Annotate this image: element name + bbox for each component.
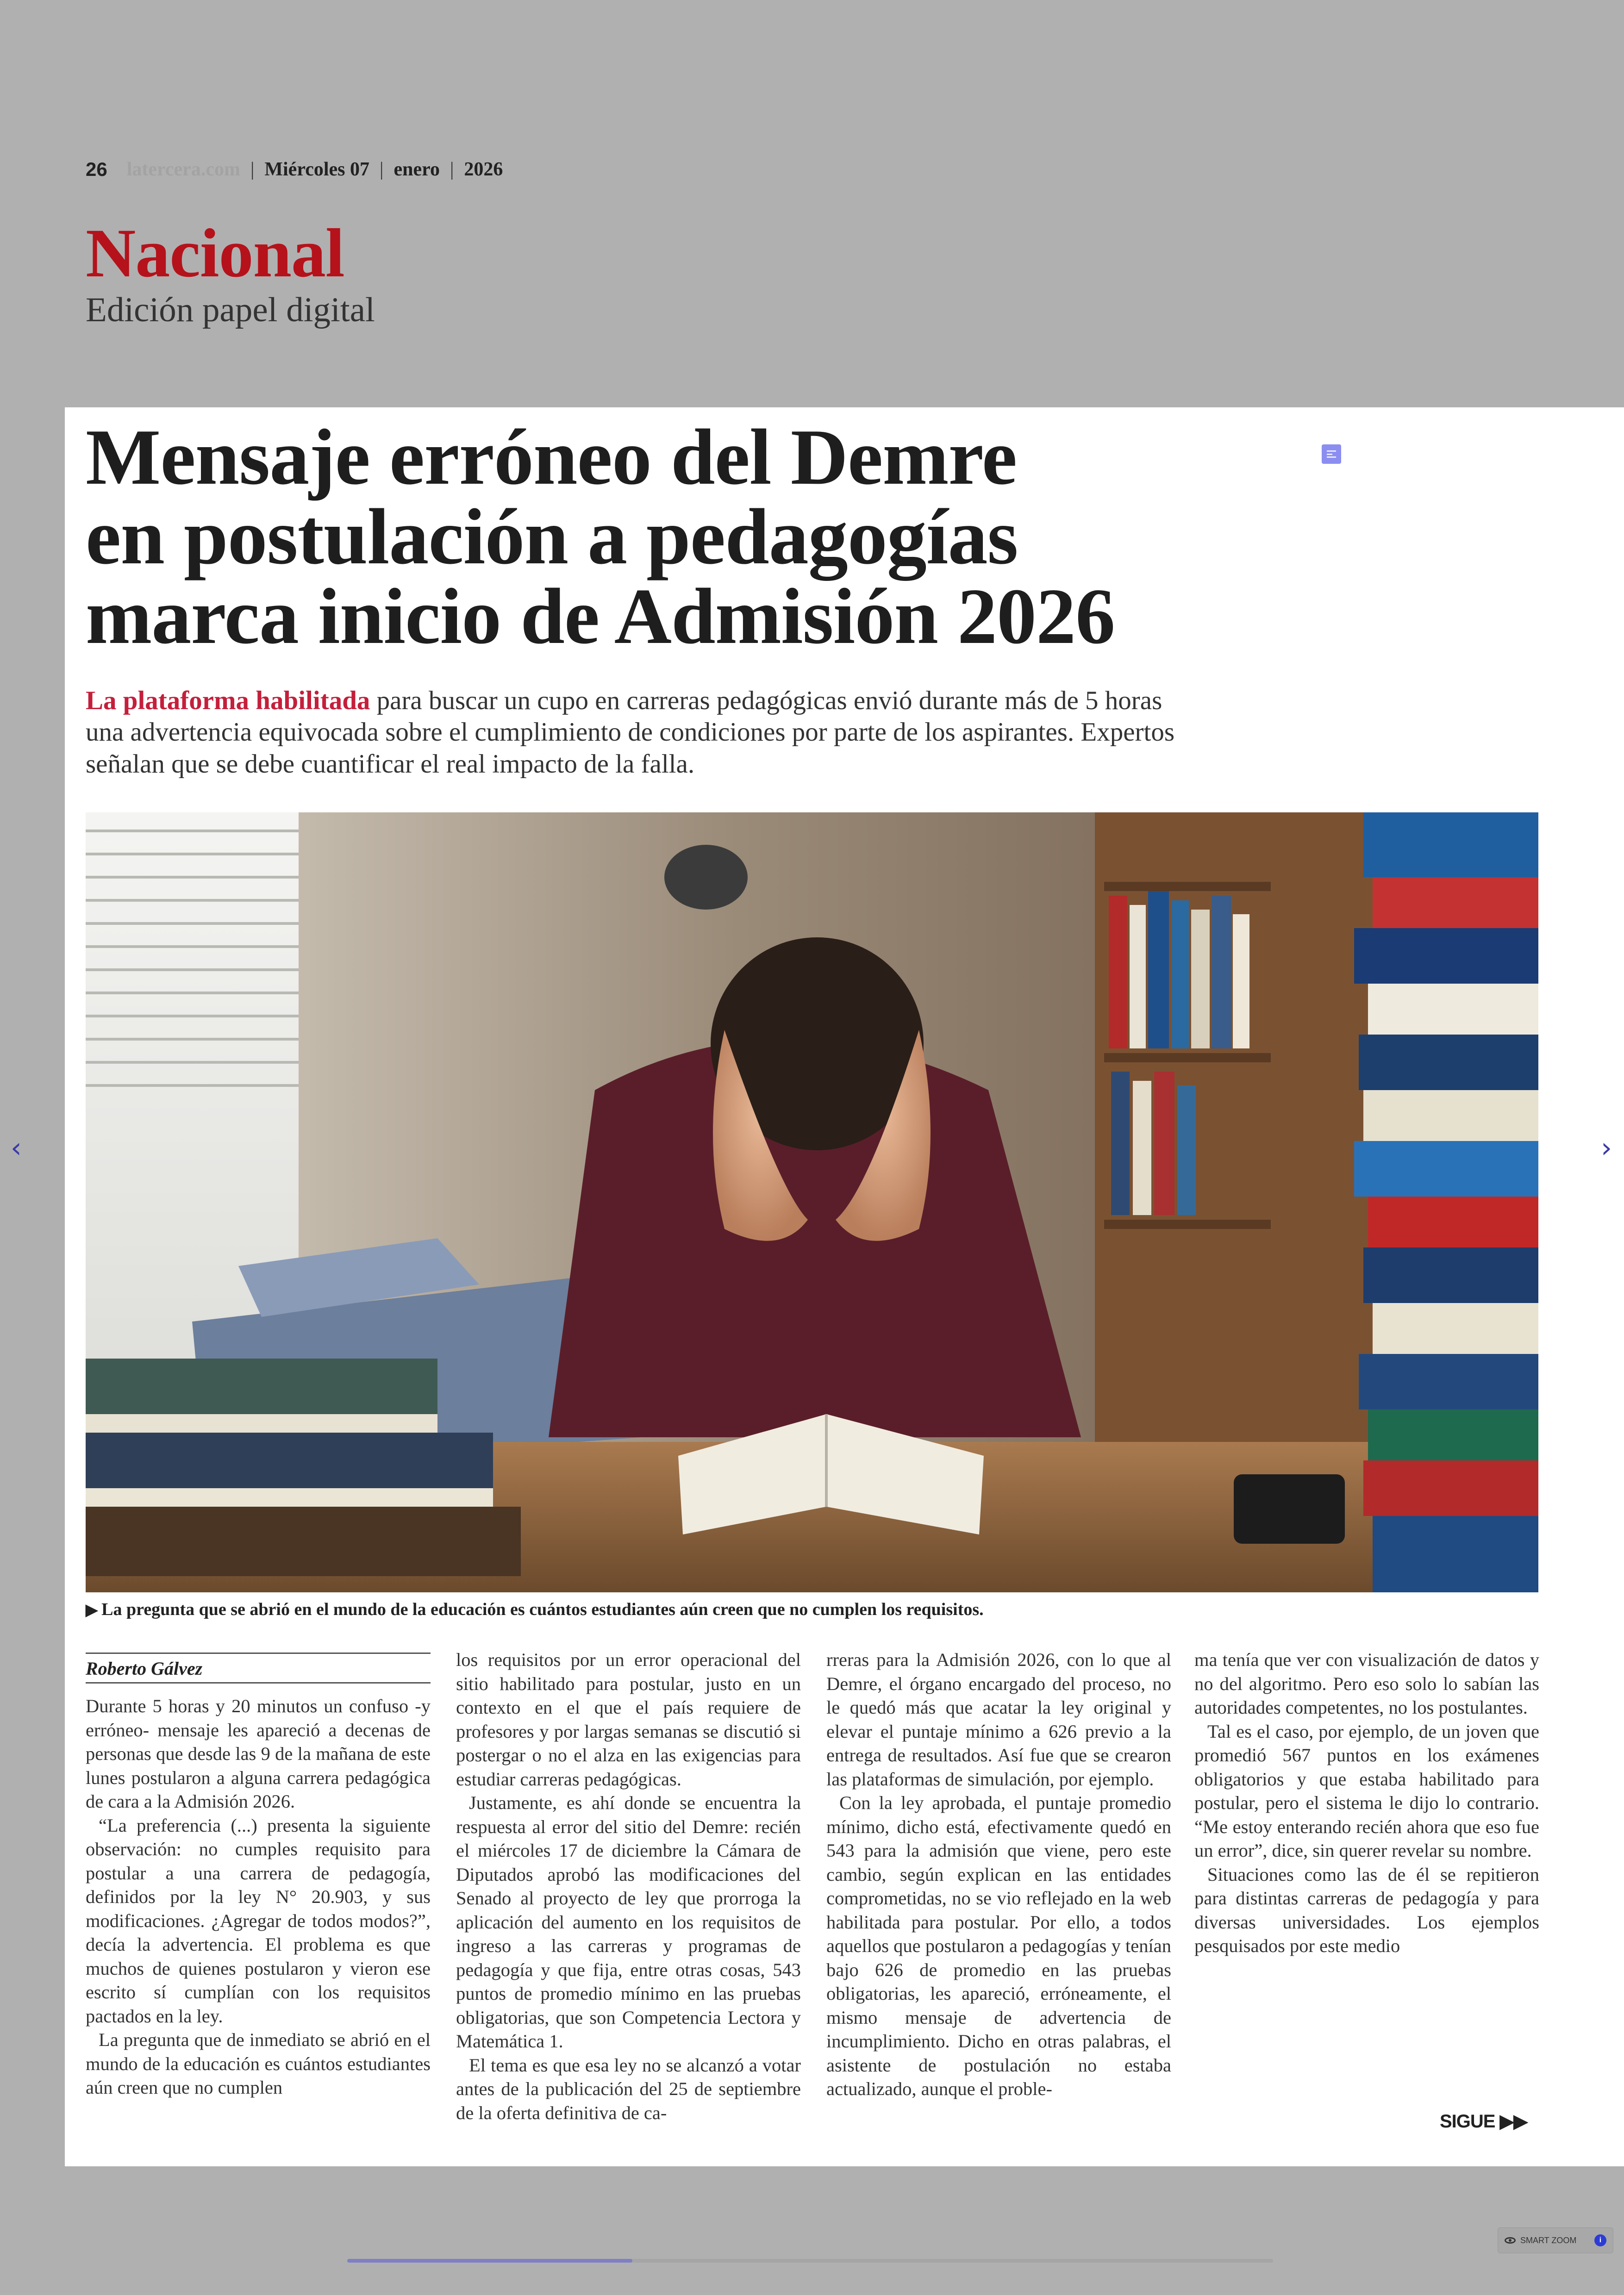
paragraph: “La preferencia (...) presenta la siguiente observación: no cumples requisito para postular a una carrera de pedagogía, definidos por la ley N° 20.903, y sus modificaciones. ¿Agregar de todos modos?”, decía la advertencia. El problema es que muchos de quienes postularon y vieron ese escrito sí cumplían con los requisitos pactados en la ley. bbox=[86, 1815, 431, 2027]
separator: | bbox=[380, 159, 384, 180]
smart-zoom-button[interactable] bbox=[1498, 2227, 1613, 2253]
article-deck bbox=[86, 685, 1197, 780]
article-column-1 bbox=[86, 1694, 431, 2100]
article-column-3 bbox=[826, 1648, 1171, 2101]
newspaper-page bbox=[65, 407, 1624, 2166]
smart-zoom-label: SMART ZOOM bbox=[1520, 2235, 1577, 2245]
paragraph: Situaciones como las de él se repitieron para distintas carreras de pedagogía y para diversas universidades. Los ejemplos pesquisados por este medio bbox=[1194, 1864, 1539, 1956]
paragraph: La pregunta que de inmediato se abrió en el mundo de la educación es cuántos estudiantes aún creen que no cumplen bbox=[86, 2029, 431, 2098]
headline-line: marca inicio de Admisión 2026 bbox=[86, 573, 1115, 661]
section-title: Nacional bbox=[86, 215, 344, 292]
paragraph: rreras para la Admisión 2026, con lo que al Demre, el órgano encargado del proceso, no le quedó más que acatar la ley original y elevar el puntaje mínimo a 626 previo a la entrega de resultados. Así fue que se crearon las plataformas de simulación, por ejemplo. bbox=[826, 1649, 1171, 1790]
continue-label: SIGUE ▶▶ bbox=[1440, 2111, 1528, 2132]
paragraph: Con la ley aprobada, el puntaje promedio mínimo, dicho está, efectivamente quedó en 543 para la admisión que viene, pero este cambio, según explican en las entidades comprometidas, no se vio reflejado en la web habilitada para postular. Por ello, a todos aquellos que postularon a pedagogías y tenían bajo 626 de promedio en las pruebas obligatorias, les apareció, erróneamente, el mismo mensaje de advertencia de incumplimiento. Dicho en otras palabras, el asistente de postulación no estaba actualizado, aunque el proble- bbox=[826, 1792, 1171, 2099]
page-number: 26 bbox=[86, 158, 107, 180]
menu-icon[interactable] bbox=[1322, 444, 1341, 464]
deck-text: para buscar un cupo en carreras pedagógicas envió durante más de 5 horas una advertencia equivocada sobre el cumplimiento de condiciones por parte de los aspirantes. Expertos señalan que se debe cuantificar el real impacto de la falla. bbox=[86, 686, 1175, 779]
next-page-arrow-icon[interactable]: › bbox=[1601, 1132, 1612, 1164]
date-day: Miércoles 07 bbox=[264, 159, 370, 180]
stressed-student-illustration bbox=[86, 812, 1538, 1592]
caption-triangle-icon: ▶ bbox=[86, 1602, 98, 1619]
paragraph: los requisitos por un error operacional del sitio habilitado para postular, justo en un contexto en el que el país requiere de profesores y por largas semanas se discutió si postergar o no el alza en las exigencias para estudiar carreras pedagógicas. bbox=[456, 1649, 801, 1790]
page-header bbox=[86, 160, 734, 327]
paragraph: Tal es el caso, por ejemplo, de un joven que promedió 567 puntos en los exámenes obligatorios y que estaba habilitado para postular, pero el sistema le dijo lo contrario. “Me estoy enterando recién ahora que eso fue un error”, dice, sin querer revelar su nombre. bbox=[1194, 1721, 1539, 1861]
deck-lead: La plataforma habilitada bbox=[86, 686, 370, 715]
paragraph: ma tenía que ver con visualización de datos y no del algoritmo. Pero eso solo lo sabían las autoridades competentes, no los postulantes. bbox=[1194, 1649, 1539, 1718]
page-progress-bar[interactable] bbox=[347, 2259, 1273, 2263]
byline: Roberto Gálvez bbox=[86, 1653, 431, 1684]
photo-caption bbox=[86, 1599, 1538, 1620]
headline-line: en postulación a pedagogías bbox=[86, 493, 1018, 581]
separator: | bbox=[450, 159, 454, 180]
site-name: latercera.com bbox=[126, 159, 240, 180]
previous-page-arrow-icon[interactable]: ‹ bbox=[11, 1132, 22, 1164]
info-icon[interactable]: i bbox=[1594, 2234, 1606, 2246]
folio-line bbox=[86, 160, 734, 179]
edition-subtitle: Edición papel digital bbox=[86, 291, 375, 329]
paragraph: Durante 5 horas y 20 minutos un confuso -y erróneo- mensaje les apareció a decenas de personas que desde las 9 de la mañana de este lunes postularon a alguna carrera pedagógica de cara a la Admisión 2026. bbox=[86, 1696, 431, 1812]
article-column-2 bbox=[456, 1648, 801, 2125]
eye-icon bbox=[1505, 2237, 1516, 2244]
article-headline bbox=[86, 413, 1289, 661]
headline-line: Mensaje erróneo del Demre bbox=[86, 413, 1017, 501]
date-month: enero bbox=[394, 159, 440, 180]
date-year: 2026 bbox=[464, 159, 503, 180]
article-column-4 bbox=[1194, 1648, 1539, 1958]
paragraph: Justamente, es ahí donde se encuentra la respuesta al error del sitio del Demre: recién el miércoles 17 de diciembre la Cámara de Diputados aprobó las modificaciones del Senado al proyecto de ley que prorroga la aplicación del aumento en los requisitos de ingreso a las carreras y programas de pedagogía y que fija, entre otras cosas, 543 puntos de promedio mínimo en las pruebas obligatorias, que son Competencia Lectora y Matemática 1. bbox=[456, 1792, 801, 2052]
page-progress-fill bbox=[347, 2259, 632, 2263]
article-photo bbox=[86, 812, 1538, 1592]
separator: | bbox=[250, 159, 255, 180]
paragraph: El tema es que esa ley no se alcanzó a votar antes de la publicación del 25 de septiembre de la oferta definitiva de ca- bbox=[456, 2054, 801, 2123]
caption-text: La pregunta que se abrió en el mundo de la educación es cuántos estudiantes aún creen que no cumplen los requisitos. bbox=[101, 1600, 984, 1619]
